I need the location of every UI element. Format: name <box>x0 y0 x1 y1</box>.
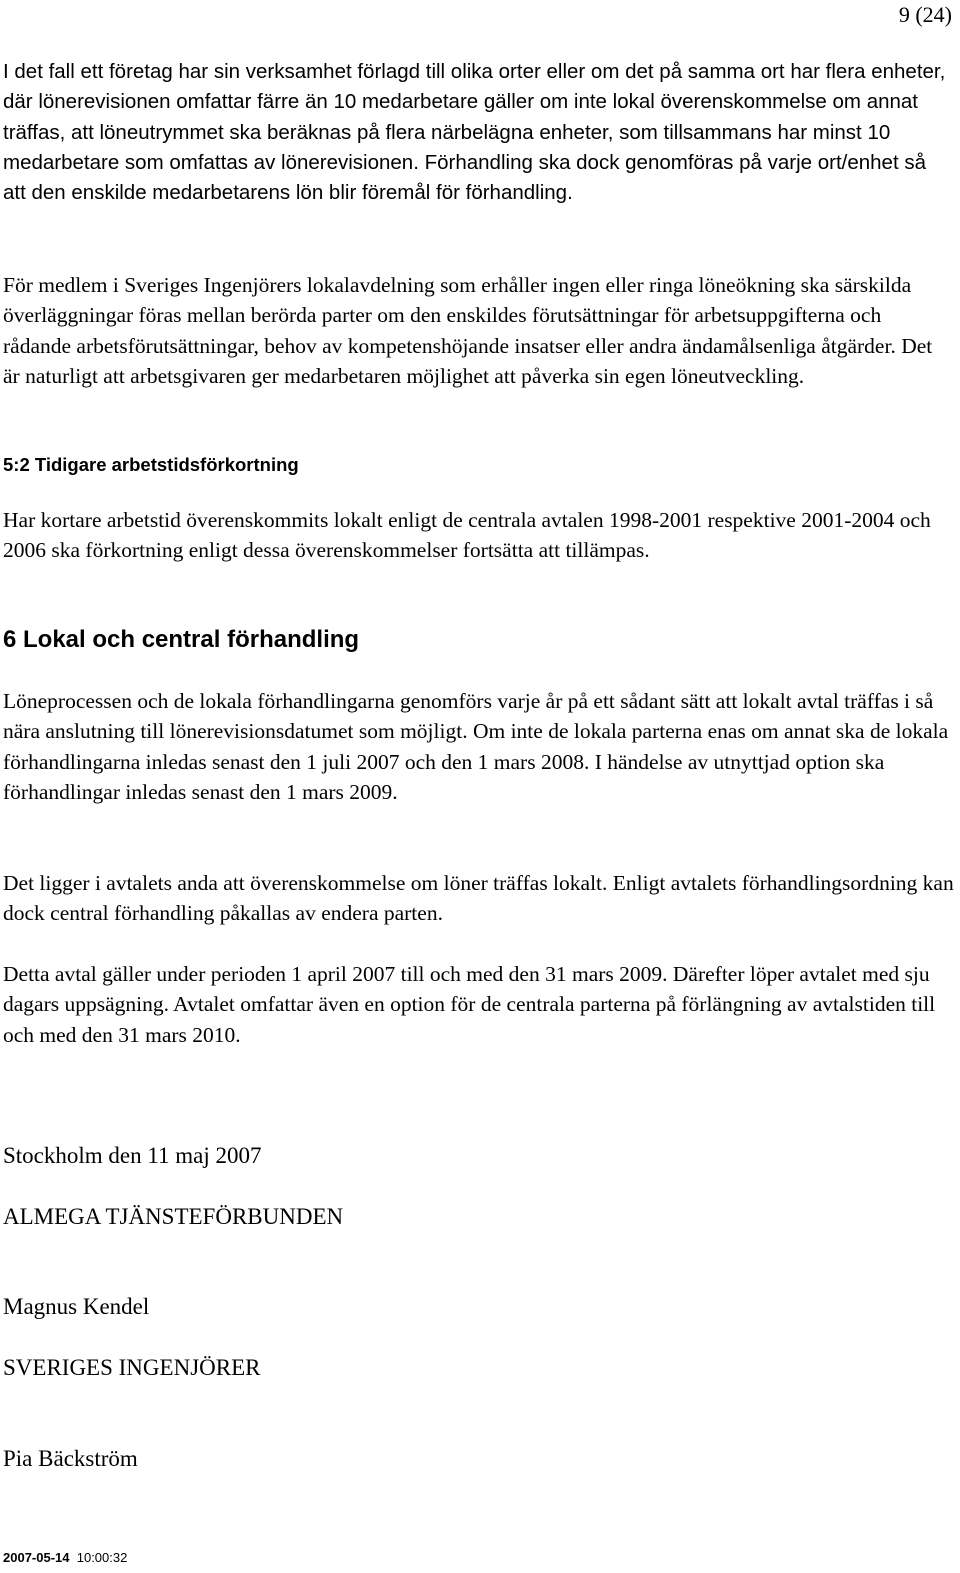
print-time: 10:00:32 <box>76 1550 128 1565</box>
signature-name-backstrom: Pia Bäckström <box>3 1446 138 1471</box>
paragraph-member-consultation: För medlem i Sveriges Ingenjörers lokalavdelning som erhåller ingen eller ringa löneökning ska särskilda överläggningar föras mellan berörda parter om den enskildes förutsättningar för arbetsuppgifterna och rådande arbetsförutsättningar, behov av kompetenshöjande insatser eller andra ändamålsenliga åtgärder. Det är naturligt att arbetsgivaren ger medarbetaren möjlighet att påverka sin egen löneutveckling. <box>3 273 933 388</box>
paragraph-agreement-period: Detta avtal gäller under perioden 1 april 2007 till och med den 31 mars 2009. Därefter löper avtalet med sju dagars uppsägning. Avtalet omfattar även en option för de centrala parterna på förlängning av avtalstiden till och med den 31 mars 2010. <box>3 962 936 1047</box>
print-date: 2007-05-14 <box>3 1550 70 1565</box>
signature-org-ingenjorer: SVERIGES INGENJÖRER <box>3 1355 261 1380</box>
page-number: 9 (24) <box>898 2 952 27</box>
paragraph-local-units: I det fall ett företag har sin verksamhet förlagd till olika orter eller om det på samma ort har flera enheter, där lönerevisionen omfattar färre än 10 medarbetare gäller om inte lokal överenskommelse om annat träffas, att löneutrymmet ska beräknas på flera närbelägna enheter, som tillsammans har minst 10 medarbetare som omfattas av lönerevisionen. Förhandling ska dock genomföras på varje ort/enhet så att den enskilde medarbetarens lön blir föremål för förhandling. <box>3 60 946 205</box>
section-heading-6: 6 Lokal och central förhandling <box>3 626 360 653</box>
paragraph-working-time: Har kortare arbetstid överenskommits lokalt enligt de centrala avtalen 1998-2001 respektive 2001-2004 och 2006 ska förkortning enligt dessa överenskommelser fortsätta att tillämpas. <box>3 508 931 563</box>
print-timestamp <box>3 1550 127 1566</box>
section-heading-5-2: 5:2 Tidigare arbetstidsförkortning <box>3 454 299 475</box>
signature-name-kendel: Magnus Kendel <box>3 1294 150 1319</box>
paragraph-salary-process: Löneprocessen och de lokala förhandlingarna genomförs varje år på ett sådant sätt att lokalt avtal träffas i så nära anslutning till lönerevisionsdatumet som möjligt. Om inte de lokala parterna enas om annat ska de lokala förhandlingarna inledas senast den 1 juli 2007 och den 1 mars 2008. I händelse av utnyttjad option ska förhandlingar inledas senast den 1 mars 2009. <box>3 689 949 804</box>
signature-org-almega: ALMEGA TJÄNSTEFÖRBUNDEN <box>3 1204 344 1229</box>
signature-place-date: Stockholm den 11 maj 2007 <box>3 1143 262 1168</box>
paragraph-central-negotiation: Det ligger i avtalets anda att överenskommelse om löner träffas lokalt. Enligt avtalets förhandlingsordning kan dock central förhandling påkallas av endera parten. <box>3 871 954 926</box>
